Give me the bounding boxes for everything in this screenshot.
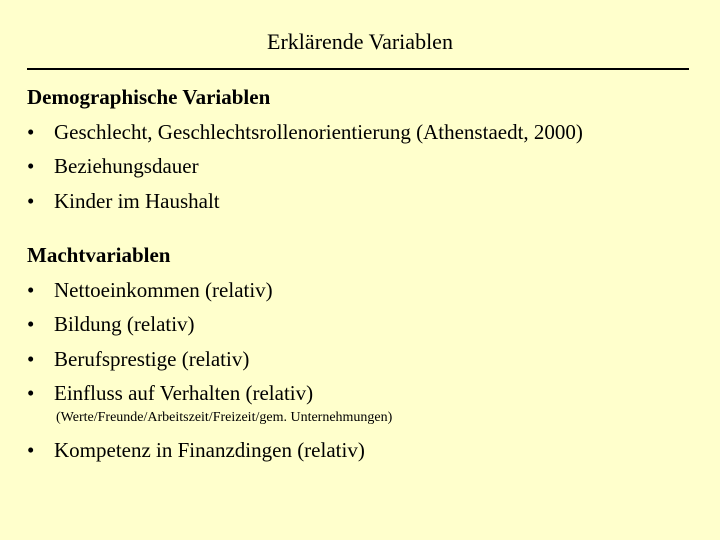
slide-title: Erklärende Variablen [267,29,453,54]
section-heading-machtvariablen: Machtvariablen [27,243,171,267]
list-item-text: Kompetenz in Finanzdingen (relativ) [54,438,365,462]
bullet-icon: • [27,438,35,462]
bullet-icon: • [27,347,35,371]
list-item [27,346,249,372]
list-item-text: Nettoeinkommen (relativ) [54,278,273,302]
list-item-text: Geschlecht, Geschlechtsrollenorientierung (Athenstaedt, 2000) [54,120,583,144]
list-item-note: (Werte/Freunde/Arbeitszeit/Freizeit/gem. Unternehmungen) [56,410,393,425]
bullet-icon: • [27,120,35,144]
list-item-text: Berufsprestige (relativ) [54,347,250,371]
list-item [27,153,199,179]
bullet-icon: • [27,189,35,213]
list-item [27,437,365,463]
bullet-icon: • [27,154,35,178]
list-item-text: Bildung (relativ) [54,312,195,336]
list-item [27,380,313,406]
bullet-icon: • [27,381,35,405]
section-heading-demographische: Demographische Variablen [27,85,271,109]
list-item [27,188,220,214]
list-item-text: Beziehungsdauer [54,154,199,178]
list-item [27,119,583,145]
list-item-text: Einfluss auf Verhalten (relativ) [54,381,314,405]
bullet-icon: • [27,312,35,336]
bullet-icon: • [27,278,35,302]
list-item-text: Kinder im Haushalt [54,189,220,213]
list-item [27,277,273,303]
list-item [27,311,195,337]
title-divider [27,68,689,70]
